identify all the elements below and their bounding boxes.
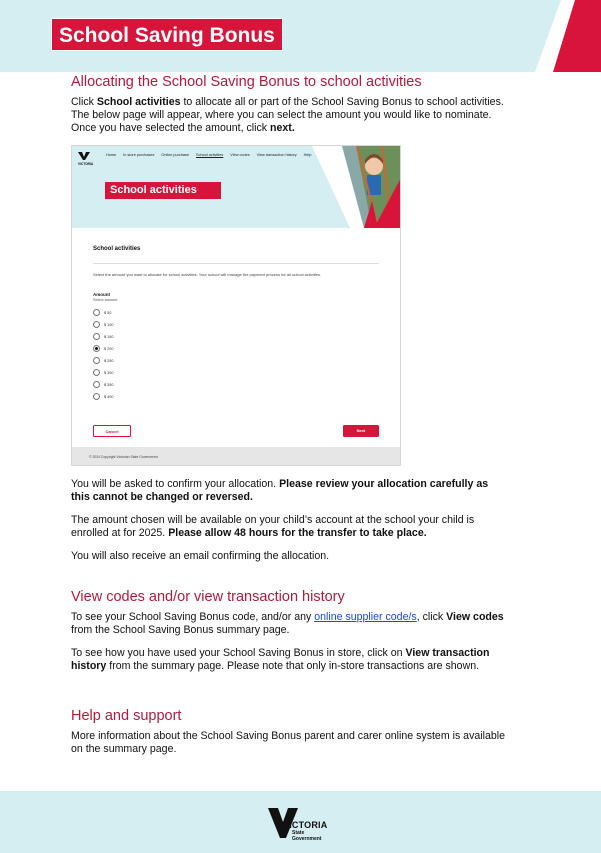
screenshot-divider — [93, 263, 379, 264]
radio-option: $ 400 — [93, 393, 114, 400]
radio-option: $ 150 — [93, 333, 114, 340]
nav-in-store: In store purchases — [123, 153, 155, 157]
nav-home: Home — [106, 153, 117, 157]
radio-circle-selected — [93, 345, 100, 352]
radio-option: $ 300 — [93, 369, 114, 376]
nav-transaction-history: View transaction history — [256, 153, 297, 157]
section-heading-allocating: Allocating the School Saving Bonus to school activities — [71, 74, 422, 90]
paragraph-click-school-activities: Click School activities to allocate all or part of the School Saving Bonus to school activities. The below page will appear, where you can select the amount you would like to nominate. Once you have selected the amount, click next. — [71, 96, 504, 135]
nav-school-activities: School activities — [196, 153, 224, 157]
radio-option: $ 350 — [93, 381, 114, 388]
paragraph-confirm-allocation: You will be asked to confirm your allocation. Please review your allocation carefully as this cannot be changed or reversed. — [71, 478, 489, 504]
screenshot-title: School activities — [105, 182, 221, 199]
victoria-logo-small: VICTORIA — [78, 152, 93, 167]
header-band — [0, 0, 601, 72]
radio-circle — [93, 381, 100, 388]
screenshot-heading: School activities — [93, 246, 141, 252]
amount-sublabel: Select amount — [93, 298, 118, 302]
radio-circle — [93, 321, 100, 328]
radio-circle — [93, 369, 100, 376]
next-button: Next — [343, 425, 379, 437]
radio-option: $ 200 — [93, 345, 114, 352]
screenshot-hero — [72, 146, 401, 228]
paragraph-email-confirm: You will also receive an email confirming the allocation. — [71, 550, 330, 562]
amount-label: Amount — [93, 292, 110, 297]
section-heading-view-codes: View codes and/or view transaction history — [71, 589, 345, 605]
nav-help: Help — [303, 153, 312, 157]
victoria-government-logo: VICTORIA State Government — [268, 808, 340, 842]
radio-circle — [93, 309, 100, 316]
screenshot-nav — [106, 153, 311, 158]
radio-option: $ 250 — [93, 357, 114, 364]
radio-option: $ 50 — [93, 309, 111, 316]
page-title: School Saving Bonus — [51, 18, 283, 51]
victoria-logo-icon — [78, 152, 90, 160]
radio-circle — [93, 357, 100, 364]
paragraph-help-support: More information about the School Saving Bonus parent and carer online system is available on the summary page. — [71, 730, 506, 756]
radio-option: $ 100 — [93, 321, 114, 328]
radio-circle — [93, 393, 100, 400]
online-supplier-codes-link[interactable]: online supplier code/s — [314, 611, 417, 623]
paragraph-view-codes: To see your School Saving Bonus code, and/or any online supplier code/s, click View codes from the School Saving Bonus summary page. — [71, 611, 504, 637]
screenshot-footer: © 2024 Copyright Victorian State Government — [72, 447, 401, 466]
screenshot-description: Select the amount you want to allocate for school activities. Your school will manage the payment process for all school activities. — [93, 272, 322, 277]
paragraph-amount-available: The amount chosen will be available on your child’s account at the school your child is enrolled at for 2025. Please allow 48 hours for the transfer to take place. — [71, 514, 475, 540]
radio-circle — [93, 333, 100, 340]
header-decoration — [495, 0, 601, 72]
child-photo-graphic — [312, 146, 401, 228]
paragraph-transaction-history: To see how you have used your School Saving Bonus in store, click on View transaction history from the summary page. Please note that only in-store transactions are shown. — [71, 647, 490, 673]
school-activities-screenshot — [71, 145, 401, 466]
section-heading-help: Help and support — [71, 708, 182, 724]
nav-view-codes: View codes — [230, 153, 250, 157]
cancel-button: Cancel — [93, 425, 131, 437]
nav-online: Online purchase — [161, 153, 190, 157]
